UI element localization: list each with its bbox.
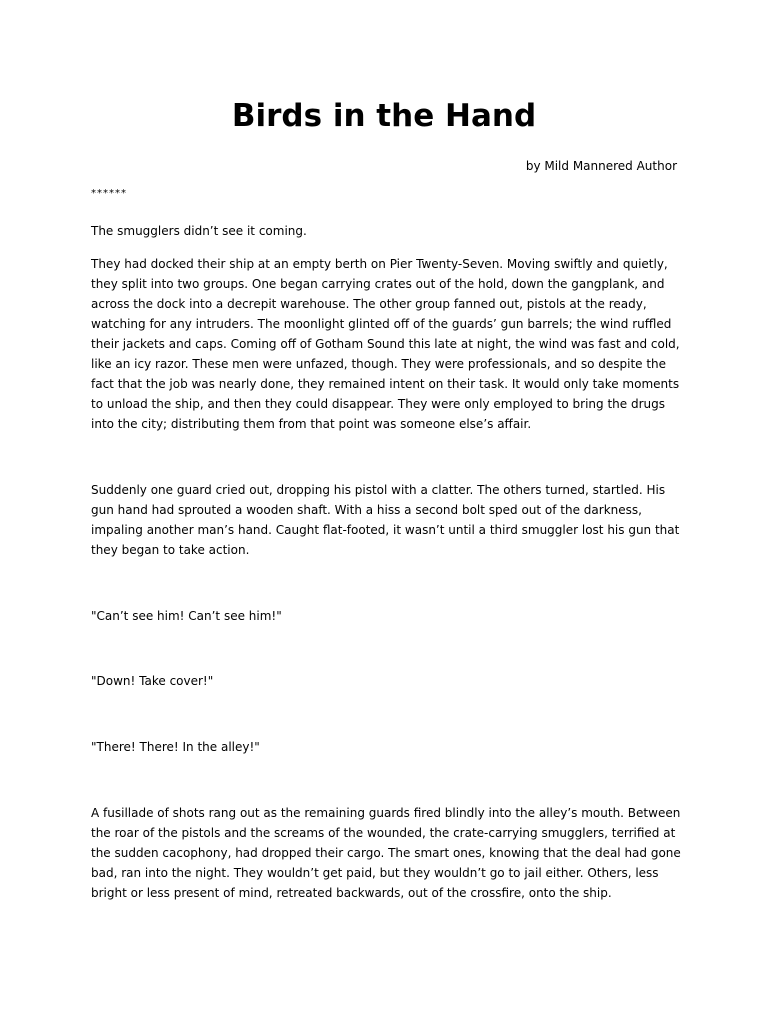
document-title: Birds in the Hand bbox=[231, 98, 537, 134]
paragraph-dialogue-3: "There! There! In the alley!" bbox=[91, 740, 260, 754]
paragraph-dialogue-2: "Down! Take cover!" bbox=[91, 674, 214, 688]
paragraph-dialogue-1: "Can’t see him! Can’t see him!" bbox=[91, 609, 282, 623]
paragraph-4: A fusillade of shots rang out as the remaining guards fired blindly into the alley’s mouth. Between the roar of the pistols and the screams of the wounded, the crate-carrying smugglers, terrified at the sudden cacophony, had dropped their cargo. The smart ones, knowing that the deal had gone bad, ran into the night. They wouldn’t get paid, but they wouldn’t go to jail either. Others, less bright or less present of mind, retreated backwards, out of the crossfire, onto the ship. bbox=[91, 806, 681, 900]
paragraph-2: They had docked their ship at an empty berth on Pier Twenty-Seven. Moving swiftly and quietly, they split into two groups. One began carrying crates out of the hold, down the gangplank, and across the dock into a decrepit warehouse. The other group fanned out, pistols at the ready, watching for any intruders. The moonlight glinted off of the guards’ gun barrels; the wind ruffled their jackets and caps. Coming off of Gotham Sound this late at night, the wind was fast and cold, like an icy razor. These men were unfazed, though. They were professionals, and so despite the fact that the job was nearly done, they remained intent on their task. It would only take moments to unload the ship, and then they could disappear. They were only employed to bring the drugs into the city; distributing them from that point was someone else’s affair. bbox=[91, 257, 680, 431]
section-separator: ****** bbox=[91, 188, 127, 199]
paragraph-3: Suddenly one guard cried out, dropping his pistol with a clatter. The others turned, startled. His gun hand had sprouted a wooden shaft. With a hiss a second bolt sped out of the darkness, impaling another man’s hand. Caught flat-footed, it wasn’t until a third smuggler lost his gun that they began to take action. bbox=[91, 483, 680, 557]
author-byline: by Mild Mannered Author bbox=[525, 159, 677, 173]
paragraph-1: The smugglers didn’t see it coming. bbox=[91, 224, 307, 238]
